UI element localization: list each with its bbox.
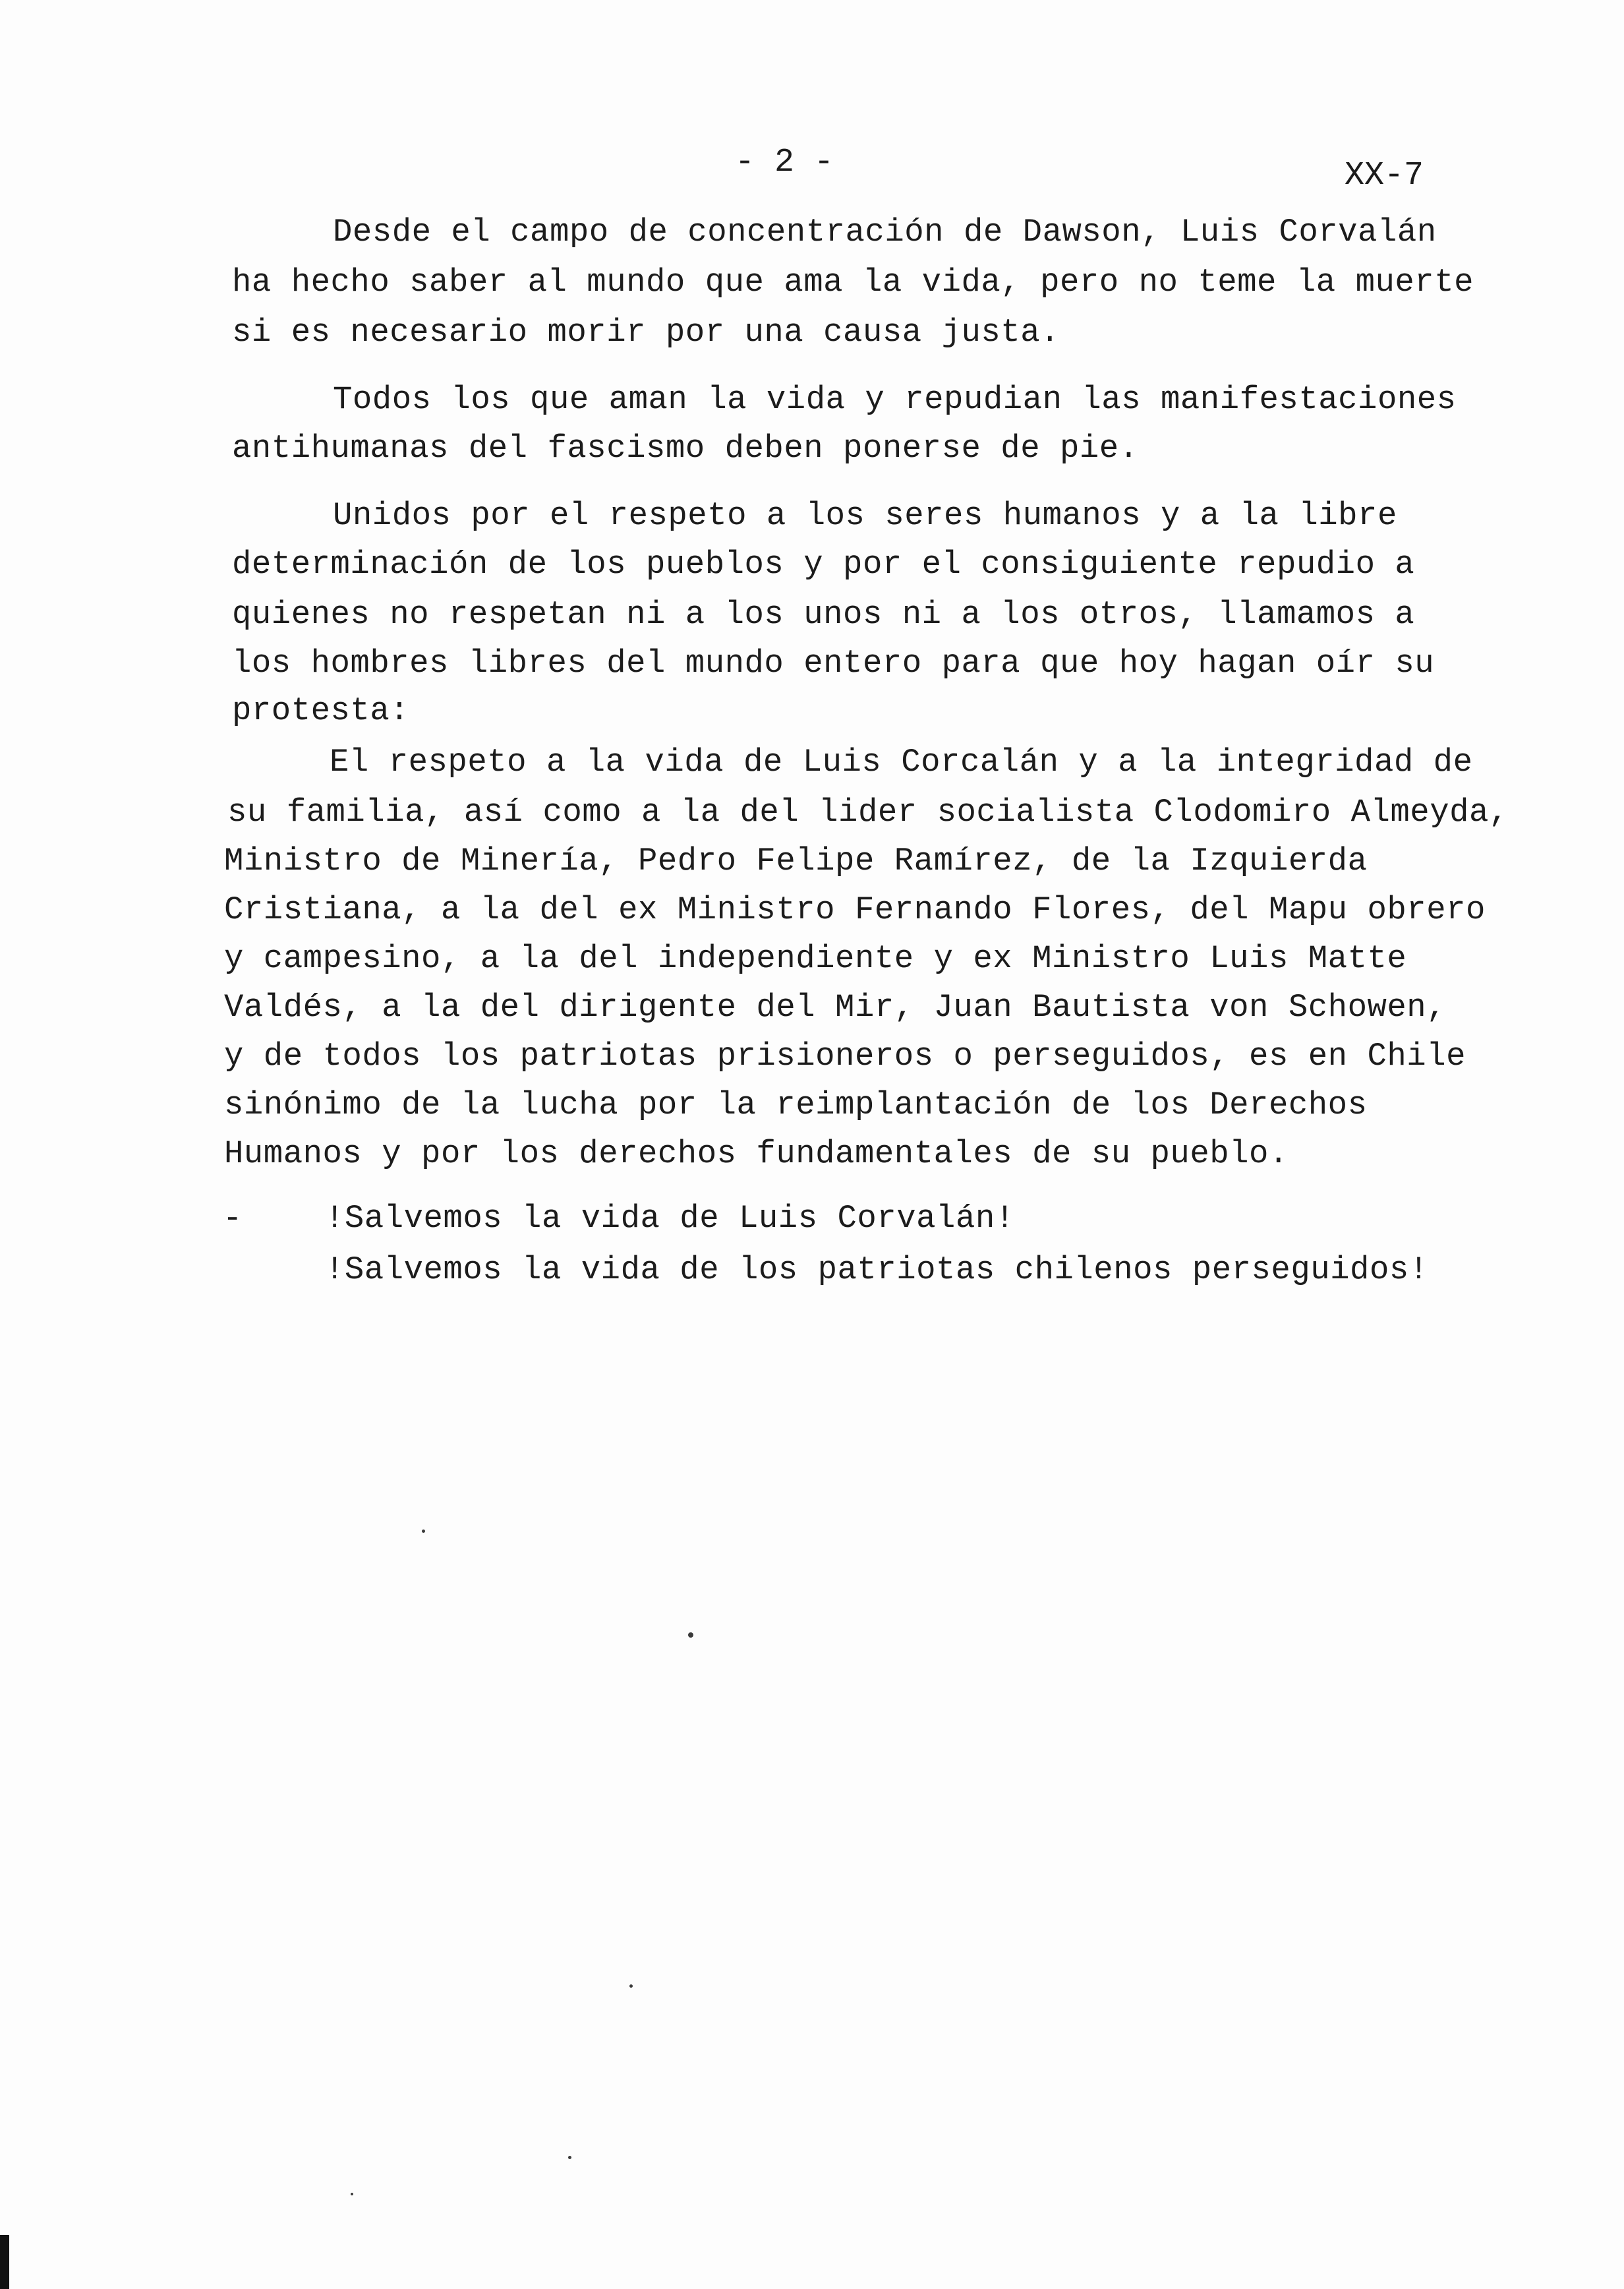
scan-speck	[629, 1984, 633, 1988]
text-line: determinación de los pueblos y por el consiguiente repudio a	[232, 546, 1415, 583]
text-line: protesta:	[232, 692, 410, 729]
text-line: ha hecho saber al mundo que ama la vida, pero no teme la muerte	[232, 264, 1474, 301]
text-line: Cristiana, a la del ex Ministro Fernando Flores, del Mapu obrero	[224, 891, 1486, 928]
slogan-line: !Salvemos la vida de los patriotas chilenos perseguidos!	[325, 1251, 1429, 1288]
margin-dash: -	[223, 1200, 243, 1237]
text-line: los hombres libres del mundo entero para que hoy hagan oír su	[232, 645, 1435, 682]
text-line: El respeto a la vida de Luis Corcalán y a la integridad de	[330, 744, 1473, 781]
slogan-line: !Salvemos la vida de Luis Corvalán!	[325, 1200, 1015, 1237]
text-line: Desde el campo de concentración de Dawson, Luis Corvalán	[333, 214, 1437, 251]
text-line: Todos los que aman la vida y repudian las manifestaciones	[333, 381, 1457, 418]
document-code: XX-7	[1345, 157, 1424, 194]
text-line: quienes no respetan ni a los unos ni a los otros, llamamos a	[232, 596, 1415, 633]
page-number: - 2 -	[735, 144, 834, 181]
text-line: Unidos por el respeto a los seres humanos y a la libre	[333, 497, 1397, 534]
text-line: Valdés, a la del dirigente del Mir, Juan Bautista von Schowen,	[224, 989, 1447, 1026]
scan-edge-shadow	[0, 2235, 9, 2289]
text-line: y campesino, a la del independiente y ex Ministro Luis Matte	[224, 940, 1407, 977]
text-line: su familia, así como a la del lider socialista Clodomiro Almeyda,	[227, 794, 1509, 831]
text-line: Humanos y por los derechos fundamentales de su pueblo.	[224, 1135, 1289, 1172]
text-line: Ministro de Minería, Pedro Felipe Ramírez, de la Izquierda	[224, 843, 1368, 879]
scan-speck	[568, 2156, 571, 2159]
scan-speck	[422, 1530, 425, 1533]
text-line: si es necesario morir por una causa justa.	[232, 314, 1060, 351]
text-line: y de todos los patriotas prisioneros o perseguidos, es en Chile	[224, 1038, 1466, 1075]
text-line: antihumanas del fascismo deben ponerse de pie.	[232, 430, 1139, 467]
scan-speck	[688, 1632, 693, 1638]
text-line: sinónimo de la lucha por la reimplantación de los Derechos	[224, 1086, 1368, 1123]
scan-speck	[351, 2193, 353, 2195]
